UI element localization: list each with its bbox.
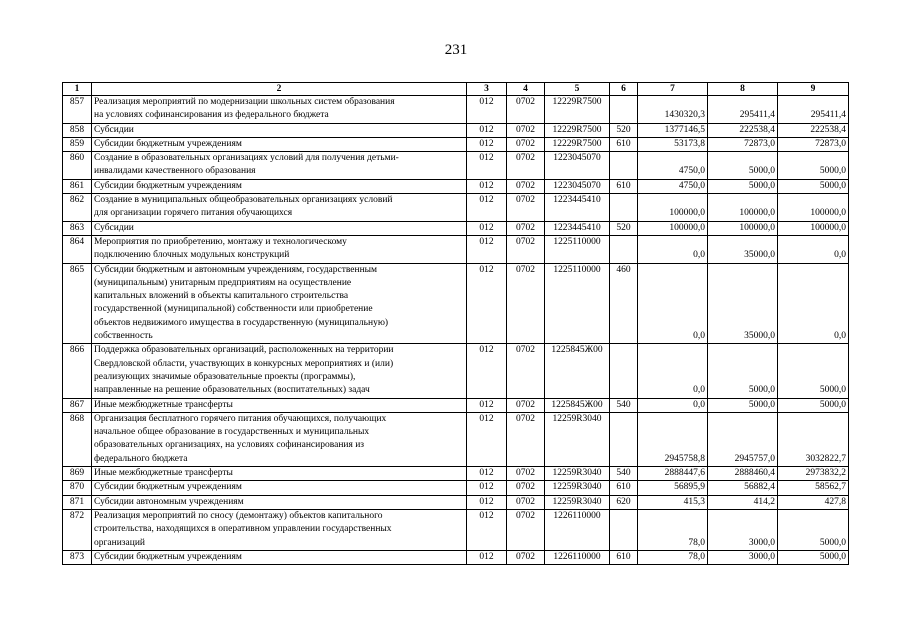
amount-col9-cell: 295411,4 (778, 96, 849, 124)
target-article-cell: 12229R7500 (545, 96, 610, 124)
section-code-cell: 0702 (507, 398, 545, 412)
expense-type-cell: 610 (610, 179, 638, 193)
section-code-cell: 0702 (507, 263, 545, 344)
amount-col7-cell: 100000,0 (638, 194, 708, 222)
amount-col8-cell: 56882,4 (708, 481, 778, 495)
expense-type-cell: 540 (610, 467, 638, 481)
amount-col9-cell: 100000,0 (778, 194, 849, 222)
expense-type-cell: 610 (610, 481, 638, 495)
table-row (63, 481, 849, 495)
expense-type-cell (610, 344, 638, 398)
row-number-cell: 872 (63, 509, 92, 550)
amount-col9-cell: 222538,4 (778, 123, 849, 137)
table-row (63, 550, 849, 564)
target-article-cell: 12259R3040 (545, 467, 610, 481)
row-description-cell (92, 481, 467, 495)
amount-col9-cell: 5000,0 (778, 509, 849, 550)
section-code-cell: 0702 (507, 96, 545, 124)
target-article-cell: 12259R3040 (545, 481, 610, 495)
target-article-cell: 12229R7500 (545, 137, 610, 151)
amount-col9-cell: 2973832,2 (778, 467, 849, 481)
amount-col8-cell: 222538,4 (708, 123, 778, 137)
amount-col7-cell: 0,0 (638, 235, 708, 263)
amount-col7-cell: 100000,0 (638, 221, 708, 235)
description-line: реализующих значимые образовательные проекты (программы), (94, 371, 356, 382)
row-description-cell (92, 221, 467, 235)
amount-col8-cell: 295411,4 (708, 96, 778, 124)
table-row (63, 509, 849, 550)
row-number-cell: 868 (63, 412, 92, 466)
section-code-cell: 0702 (507, 344, 545, 398)
ministry-code-cell: 012 (467, 179, 507, 193)
amount-col8-cell: 3000,0 (708, 550, 778, 564)
table-row (63, 344, 849, 398)
amount-col7-cell: 2945758,8 (638, 412, 708, 466)
target-article-cell: 1226110000 (545, 550, 610, 564)
amount-col7-cell: 4750,0 (638, 152, 708, 180)
amount-col8-cell: 2945757,0 (708, 412, 778, 466)
table-row (63, 96, 849, 124)
amount-col8-cell: 35000,0 (708, 235, 778, 263)
target-article-cell: 1225110000 (545, 263, 610, 344)
table-row (63, 263, 849, 344)
description-line: на условиях софинансирования из федерального бюджета (94, 110, 329, 121)
description-line: федерального бюджета (94, 453, 188, 464)
section-code-cell: 0702 (507, 235, 545, 263)
amount-col7-cell: 78,0 (638, 509, 708, 550)
table-row (63, 235, 849, 263)
amount-col9-cell: 5000,0 (778, 344, 849, 398)
row-description-cell (92, 194, 467, 222)
expense-type-cell (610, 194, 638, 222)
table-row (63, 137, 849, 151)
ministry-code-cell: 012 (467, 412, 507, 466)
page-number: 231 (444, 42, 468, 58)
row-number-cell: 861 (63, 179, 92, 193)
ministry-code-cell: 012 (467, 96, 507, 124)
amount-col8-cell: 3000,0 (708, 509, 778, 550)
description-line: собственность (94, 331, 153, 342)
row-number-cell: 869 (63, 467, 92, 481)
target-article-cell: 1223045070 (545, 152, 610, 180)
amount-col8-cell: 5000,0 (708, 152, 778, 180)
row-description-cell (92, 96, 467, 124)
amount-col9-cell: 427,8 (778, 495, 849, 509)
description-line: Реализация мероприятий по модернизации школьных систем образования (94, 97, 395, 107)
row-description-cell (92, 344, 467, 398)
section-code-cell: 0702 (507, 194, 545, 222)
description-line: Реализация мероприятий по сносу (демонтажу) объектов капитального (94, 510, 383, 521)
section-code-cell: 0702 (507, 412, 545, 466)
table-body (63, 96, 849, 565)
description-line: Субсидии бюджетным учреждениям (94, 138, 242, 149)
expense-type-cell: 520 (610, 123, 638, 137)
ministry-code-cell: 012 (467, 509, 507, 550)
target-article-cell: 1223445410 (545, 221, 610, 235)
target-article-cell: 12259R3040 (545, 495, 610, 509)
target-article-cell: 12259R3040 (545, 412, 610, 466)
description-line: Субсидии (94, 124, 134, 135)
amount-col8-cell: 35000,0 (708, 263, 778, 344)
amount-col8-cell: 5000,0 (708, 344, 778, 398)
ministry-code-cell: 012 (467, 495, 507, 509)
section-code-cell: 0702 (507, 550, 545, 564)
table-row (63, 467, 849, 481)
amount-col7-cell: 4750,0 (638, 179, 708, 193)
ministry-code-cell: 012 (467, 263, 507, 344)
amount-col7-cell: 1430320,3 (638, 96, 708, 124)
row-number-cell: 863 (63, 221, 92, 235)
amount-col8-cell: 414,2 (708, 495, 778, 509)
expense-type-cell (610, 96, 638, 124)
description-line: Свердловской области, участвующих в конкурсных мероприятиях и (или) (94, 358, 394, 369)
description-line: Субсидии бюджетным и автономным учреждениям, государственным (94, 264, 378, 275)
ministry-code-cell: 012 (467, 235, 507, 263)
description-line: Субсидии (94, 222, 134, 233)
amount-col9-cell: 5000,0 (778, 550, 849, 564)
row-number-cell: 866 (63, 344, 92, 398)
table-row (63, 412, 849, 466)
expense-type-cell (610, 152, 638, 180)
ministry-code-cell: 012 (467, 137, 507, 151)
row-description-cell (92, 550, 467, 564)
section-code-cell: 0702 (507, 509, 545, 550)
column-header-3: 3 (467, 83, 507, 96)
budget-table (62, 82, 849, 565)
row-number-cell: 871 (63, 495, 92, 509)
target-article-cell: 1225110000 (545, 235, 610, 263)
description-line: Субсидии бюджетным учреждениям (94, 482, 242, 493)
amount-col7-cell: 53173,8 (638, 137, 708, 151)
amount-col9-cell: 58562,7 (778, 481, 849, 495)
description-line: Создание в образовательных организациях условий для получения детьми- (94, 153, 399, 164)
expense-type-cell (610, 412, 638, 466)
section-code-cell: 0702 (507, 152, 545, 180)
section-code-cell: 0702 (507, 481, 545, 495)
expense-type-cell: 620 (610, 495, 638, 509)
amount-col7-cell: 2888447,6 (638, 467, 708, 481)
row-description-cell (92, 509, 467, 550)
expense-type-cell: 520 (610, 221, 638, 235)
description-line: Создание в муниципальных общеобразовательных организациях условий (94, 195, 393, 206)
description-line: Субсидии автономным учреждениям (94, 496, 244, 507)
row-description-cell (92, 123, 467, 137)
section-code-cell: 0702 (507, 123, 545, 137)
amount-col9-cell: 5000,0 (778, 179, 849, 193)
row-number-cell: 862 (63, 194, 92, 222)
column-header-8: 8 (708, 83, 778, 96)
ministry-code-cell: 012 (467, 550, 507, 564)
ministry-code-cell: 012 (467, 194, 507, 222)
description-line: Организация бесплатного горячего питания обучающихся, получающих (94, 413, 387, 424)
row-number-cell: 860 (63, 152, 92, 180)
amount-col8-cell: 100000,0 (708, 221, 778, 235)
expense-type-cell: 540 (610, 398, 638, 412)
description-line: Субсидии бюджетным учреждениям (94, 551, 242, 562)
table-row (63, 179, 849, 193)
row-description-cell (92, 398, 467, 412)
amount-col8-cell: 100000,0 (708, 194, 778, 222)
row-description-cell (92, 179, 467, 193)
description-line: государственной (муниципальной) собственности или приобретение (94, 304, 373, 315)
row-number-cell: 865 (63, 263, 92, 344)
description-line: направленные на решение образовательных (воспитательных) задач (94, 385, 370, 396)
expense-type-cell: 460 (610, 263, 638, 344)
amount-col7-cell: 0,0 (638, 344, 708, 398)
ministry-code-cell: 012 (467, 221, 507, 235)
expense-type-cell (610, 235, 638, 263)
row-description-cell (92, 235, 467, 263)
ministry-code-cell: 012 (467, 344, 507, 398)
amount-col7-cell: 0,0 (638, 398, 708, 412)
row-description-cell (92, 412, 467, 466)
column-header-6: 6 (610, 83, 638, 96)
table-row (63, 194, 849, 222)
target-article-cell: 1223045070 (545, 179, 610, 193)
column-header-2: 2 (92, 83, 467, 96)
row-description-cell (92, 137, 467, 151)
row-number-cell: 864 (63, 235, 92, 263)
description-line: объектов недвижимого имущества в государственную (муниципальную) (94, 317, 389, 328)
ministry-code-cell: 012 (467, 152, 507, 180)
column-header-9: 9 (778, 83, 849, 96)
table-row (63, 123, 849, 137)
description-line: (муниципальным) унитарным предприятиям на осуществление (94, 277, 352, 288)
row-number-cell: 867 (63, 398, 92, 412)
target-article-cell: 1225845Ж00 (545, 398, 610, 412)
description-line: строительства, находящихся в оперативном управлении государственных (94, 524, 392, 535)
target-article-cell: 1223445410 (545, 194, 610, 222)
amount-col8-cell: 5000,0 (708, 398, 778, 412)
section-code-cell: 0702 (507, 495, 545, 509)
description-line: для организации горячего питания обучающихся (94, 208, 293, 219)
ministry-code-cell: 012 (467, 398, 507, 412)
column-header-7: 7 (638, 83, 708, 96)
column-header-1: 1 (63, 83, 92, 96)
description-line: начальное общее образование в государственных и муниципальных (94, 427, 370, 438)
column-header-5: 5 (545, 83, 610, 96)
description-line: Иные межбюджетные трансферты (94, 399, 233, 410)
target-article-cell: 1225845Ж00 (545, 344, 610, 398)
row-number-cell: 870 (63, 481, 92, 495)
description-line: организаций (94, 537, 146, 548)
amount-col7-cell: 415,3 (638, 495, 708, 509)
amount-col9-cell: 5000,0 (778, 152, 849, 180)
row-number-cell: 873 (63, 550, 92, 564)
description-line: Иные межбюджетные трансферты (94, 468, 233, 479)
section-code-cell: 0702 (507, 179, 545, 193)
row-description-cell (92, 263, 467, 344)
target-article-cell: 1226110000 (545, 509, 610, 550)
amount-col9-cell: 0,0 (778, 235, 849, 263)
amount-col7-cell: 1377146,5 (638, 123, 708, 137)
amount-col9-cell: 3032822,7 (778, 412, 849, 466)
target-article-cell: 12229R7500 (545, 123, 610, 137)
expense-type-cell: 610 (610, 137, 638, 151)
row-description-cell (92, 467, 467, 481)
amount-col7-cell: 0,0 (638, 263, 708, 344)
table-row (63, 152, 849, 180)
description-line: подключению блочных модульных конструкций (94, 250, 290, 261)
row-number-cell: 859 (63, 137, 92, 151)
ministry-code-cell: 012 (467, 123, 507, 137)
column-header-4: 4 (507, 83, 545, 96)
table-row (63, 495, 849, 509)
description-line: капитальных вложений в объекты капитального строительства (94, 291, 349, 302)
amount-col7-cell: 78,0 (638, 550, 708, 564)
amount-col8-cell: 5000,0 (708, 179, 778, 193)
ministry-code-cell: 012 (467, 467, 507, 481)
expense-type-cell (610, 509, 638, 550)
amount-col9-cell: 0,0 (778, 263, 849, 344)
section-code-cell: 0702 (507, 137, 545, 151)
ministry-code-cell: 012 (467, 481, 507, 495)
header-row (63, 83, 849, 96)
expense-type-cell: 610 (610, 550, 638, 564)
description-line: образовательных организациях, на условиях софинансирования из (94, 440, 365, 451)
description-line: Поддержка образовательных организаций, расположенных на территории (94, 345, 394, 356)
description-line: инвалидами качественного образования (94, 166, 256, 177)
amount-col9-cell: 5000,0 (778, 398, 849, 412)
amount-col9-cell: 100000,0 (778, 221, 849, 235)
table-row (63, 398, 849, 412)
amount-col8-cell: 72873,0 (708, 137, 778, 151)
row-description-cell (92, 495, 467, 509)
amount-col8-cell: 2888460,4 (708, 467, 778, 481)
description-line: Субсидии бюджетным учреждениям (94, 180, 242, 191)
section-code-cell: 0702 (507, 467, 545, 481)
table-row (63, 221, 849, 235)
row-number-cell: 857 (63, 96, 92, 124)
row-description-cell (92, 152, 467, 180)
amount-col9-cell: 72873,0 (778, 137, 849, 151)
row-number-cell: 858 (63, 123, 92, 137)
section-code-cell: 0702 (507, 221, 545, 235)
description-line: Мероприятия по приобретению, монтажу и технологическому (94, 236, 347, 247)
amount-col7-cell: 56895,9 (638, 481, 708, 495)
